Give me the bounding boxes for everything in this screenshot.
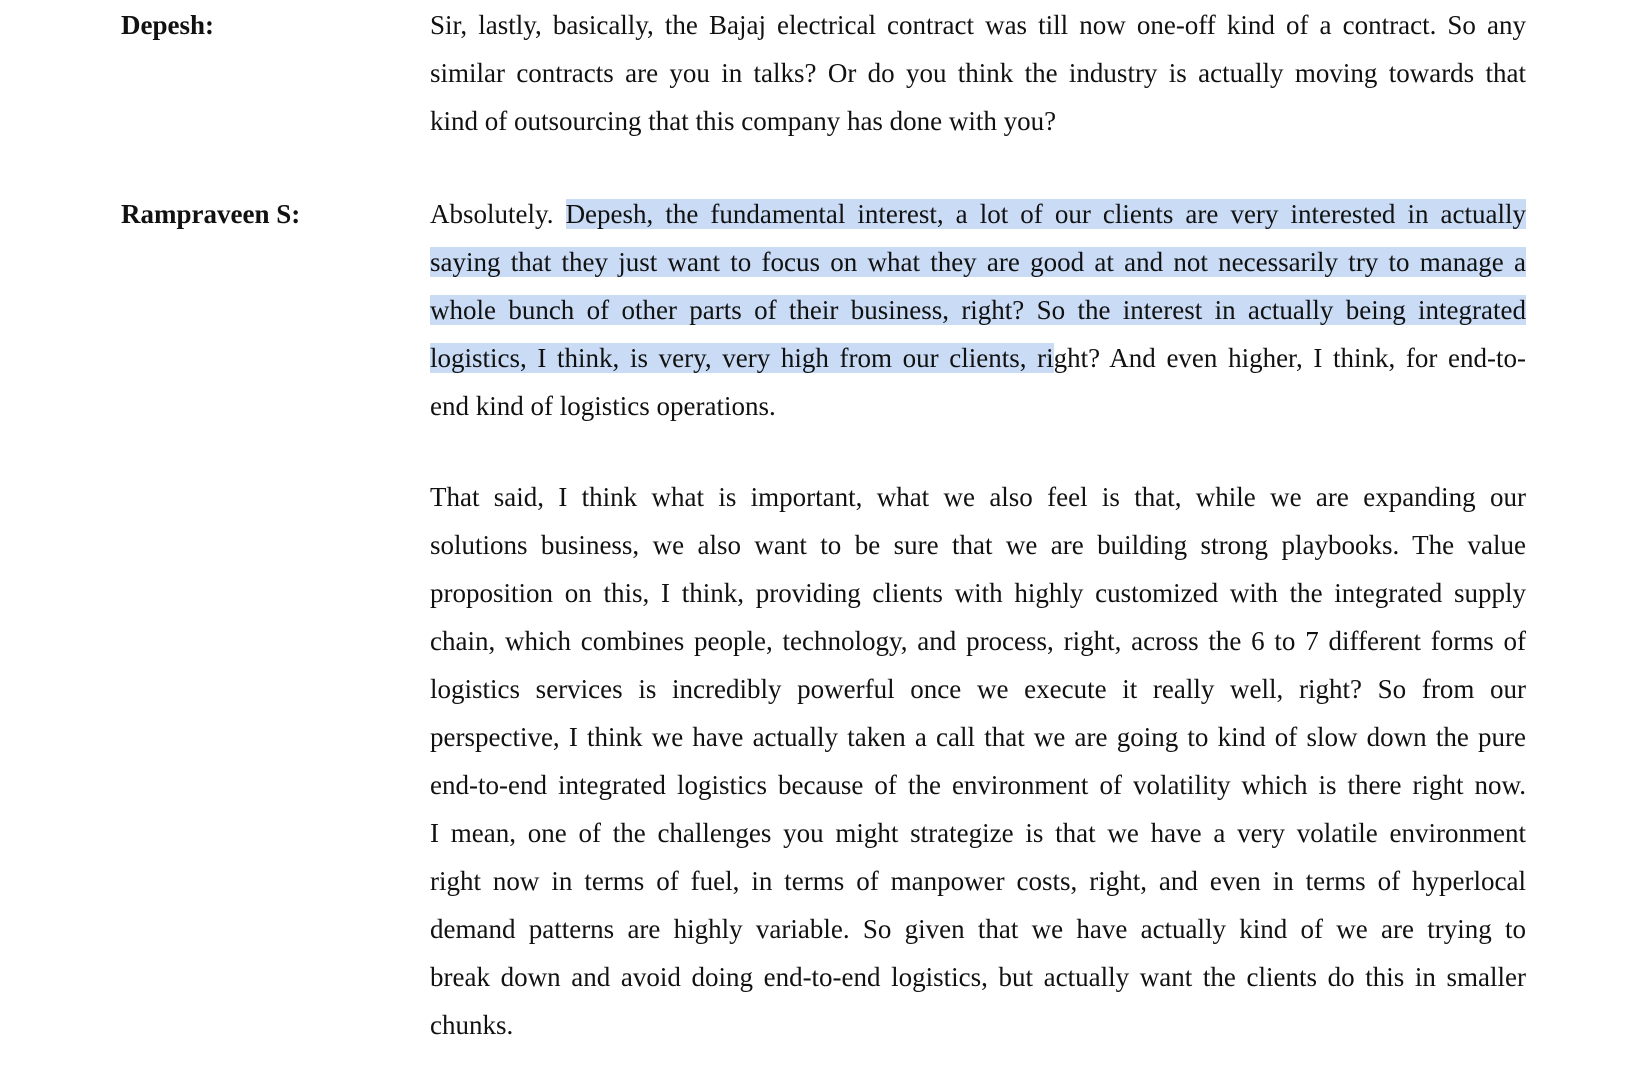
selected-text[interactable]: logistics, I think, is very, very high from our clients, ri <box>430 343 1054 373</box>
rampraveen-p2-line-4[interactable]: chain, which combines people, technology, and process, right, across the 6 to 7 different forms of <box>430 626 1526 656</box>
speaker-name-depesh: Depesh: <box>121 10 214 40</box>
rampraveen-p2-line-9[interactable]: right now in terms of fuel, in terms of manpower costs, right, and even in terms of hyperlocal <box>430 866 1526 896</box>
rampraveen-p2-line-1[interactable]: That said, I think what is important, what we also feel is that, while we are expanding our <box>430 482 1526 512</box>
depesh-text-line-2[interactable]: similar contracts are you in talks? Or do you think the industry is actually moving towards that <box>430 58 1526 88</box>
depesh-text-line-1[interactable]: Sir, lastly, basically, the Bajaj electrical contract was till now one-off kind of a contract. So any <box>430 10 1526 40</box>
rampraveen-p2-line-11[interactable]: break down and avoid doing end-to-end logistics, but actually want the clients do this in smaller <box>430 962 1526 992</box>
rampraveen-p2-line-2[interactable]: solutions business, we also want to be sure that we are building strong playbooks. The value <box>430 530 1526 560</box>
selected-text[interactable]: Depesh, the fundamental interest, a lot of our clients are very interested in actually <box>565 199 1527 229</box>
rampraveen-p2-line-5[interactable]: logistics services is incredibly powerful once we execute it really well, right? So from our <box>430 674 1526 704</box>
rampraveen-p2-line-12[interactable]: chunks. <box>430 1010 514 1040</box>
rampraveen-p1-line-4[interactable] <box>430 334 1526 383</box>
speaker-name-rampraveen: Rampraveen S: <box>121 199 301 229</box>
selected-text[interactable]: saying that they just want to focus on what they are good at and not necessarily try to manage a <box>430 247 1526 277</box>
plain-text: ght? And even higher, I think, for end-to- <box>1053 343 1527 373</box>
rampraveen-p2-line-7[interactable]: end-to-end integrated logistics because of the environment of volatility which is there right now. <box>430 770 1526 800</box>
rampraveen-p2-line-6[interactable]: perspective, I think we have actually taken a call that we are going to kind of slow down the pure <box>430 722 1526 752</box>
selected-text[interactable]: whole bunch of other parts of their business, right? So the interest in actually being integrated <box>430 295 1526 325</box>
depesh-text-line-3[interactable]: kind of outsourcing that this company has done with you? <box>430 106 1057 136</box>
rampraveen-p1-line-5[interactable]: end kind of logistics operations. <box>430 391 776 421</box>
rampraveen-p1-line-2[interactable] <box>430 238 1526 287</box>
rampraveen-p1-line-1[interactable] <box>430 190 1526 239</box>
rampraveen-p1-line-3[interactable] <box>430 286 1526 335</box>
rampraveen-p2-line-3[interactable]: proposition on this, I think, providing clients with highly customized with the integrated supply <box>430 578 1526 608</box>
plain-text: Absolutely. <box>430 199 566 229</box>
rampraveen-p2-line-8[interactable]: I mean, one of the challenges you might strategize is that we have a very volatile environment <box>430 818 1526 848</box>
rampraveen-p2-line-10[interactable]: demand patterns are highly variable. So given that we have actually kind of we are trying to <box>430 914 1526 944</box>
